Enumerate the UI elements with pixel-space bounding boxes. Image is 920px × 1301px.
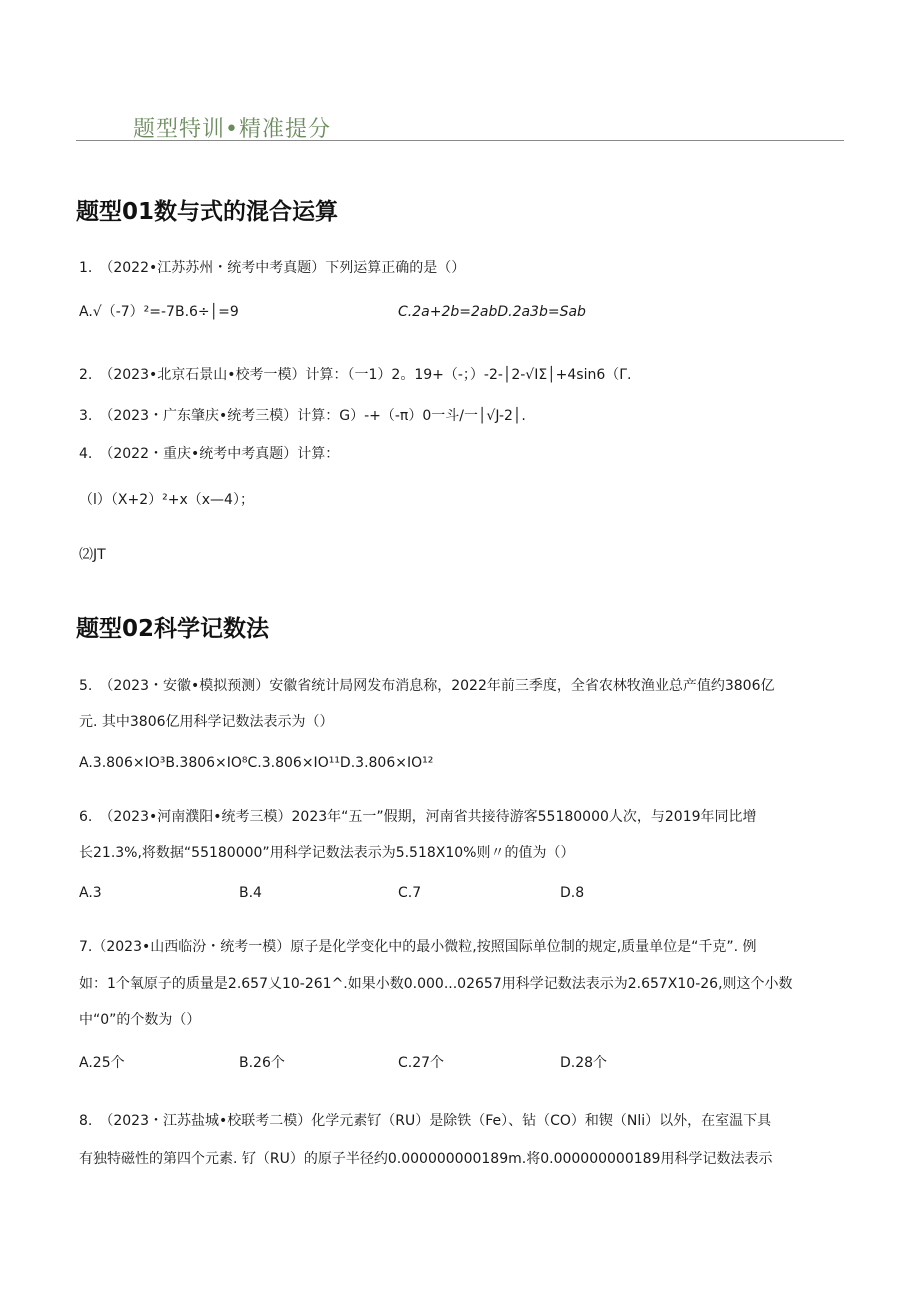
question-1-options-cd: C.2a+2b=2abD.2a3b=Sab <box>398 304 586 320</box>
question-8-line-2: 有独特磁性的第四个元素. 钌（RU）的原子半径约0.000000000189m.将0.000000000189用科学记数法表示 <box>79 1151 773 1167</box>
section-title-02: 题型02科学记数法 <box>76 616 270 642</box>
question-7-option-c: C.27个 <box>398 1055 445 1071</box>
question-6-option-d: D.8 <box>560 885 585 901</box>
question-5-line-2: 元. 其中3806亿用科学记数法表示为（） <box>79 714 334 730</box>
question-7-line-3: 中“0”的个数为（） <box>79 1012 201 1028</box>
question-7-line-1: 7.（2023•山西临汾・统考一模）原子是化学变化中的最小微粒,按照国际单位制的规定,质量单位是“千克”. 例 <box>79 939 757 955</box>
question-4-stem: 4. （2022・重庆•统考中考真题）计算： <box>79 446 340 462</box>
question-6-line-2: 长21.3%,将数据“55180000”用科学记数法表示为5.518X10%则〃的值为（） <box>79 845 575 861</box>
question-1-options-ab: A.√（-7）²=-7B.6÷│=9 <box>79 304 239 320</box>
question-5-options: A.3.806×IO³B.3806×IO⁸C.3.806×IO¹¹D.3.806×IO¹² <box>79 755 434 771</box>
question-6-option-a: A.3 <box>79 885 102 901</box>
question-7-line-2: 如：1个氧原子的质量是2.657乂10-261^.如果小数0.000...02657用科学记数法表示为2.657X10-26,则这个小数 <box>79 976 793 992</box>
question-3-stem: 3. （2023・广东肇庆•统考三模）计算：G）-+（-π）0一斗/一│√J-2│. <box>79 408 526 424</box>
question-1-stem: 1. （2022•江苏苏州・统考中考真题）下列运算正确的是（） <box>79 260 466 276</box>
question-4-part-1: （l）（X+2）²+x（x—4）； <box>79 492 254 508</box>
section-title-01: 题型01数与式的混合运算 <box>76 199 339 225</box>
question-8-line-1: 8. （2023・江苏盐城•校联考二模）化学元素钌（RU）是除铁（Fe）、钻（CO）和锲（Nli）以外，在室温下具 <box>79 1113 772 1129</box>
question-7-option-a: A.25个 <box>79 1055 125 1071</box>
question-4-part-2: ⑵JT <box>79 547 106 563</box>
banner-title: 题型特训•精准提分 <box>133 117 331 142</box>
question-5-line-1: 5. （2023・安徽•模拟预测）安徽省统计局网发布消息称，2022年前三季度，全省农林牧渔业总产值约3806亿 <box>79 678 775 694</box>
question-7-option-d: D.28个 <box>560 1055 608 1071</box>
question-2-stem: 2. （2023•北京石景山•校考一模）计算：（一1）2。19+（-；）-2-│2-√IΣ│+4sin6（Γ. <box>79 367 632 383</box>
question-7-option-b: B.26个 <box>239 1055 285 1071</box>
header-divider <box>76 140 844 141</box>
question-6-option-b: B.4 <box>239 885 262 901</box>
question-6-option-c: C.7 <box>398 885 422 901</box>
question-6-line-1: 6. （2023•河南濮阳•统考三模）2023年“五一”假期，河南省共接待游客55180000人次，与2019年同比增 <box>79 809 757 825</box>
